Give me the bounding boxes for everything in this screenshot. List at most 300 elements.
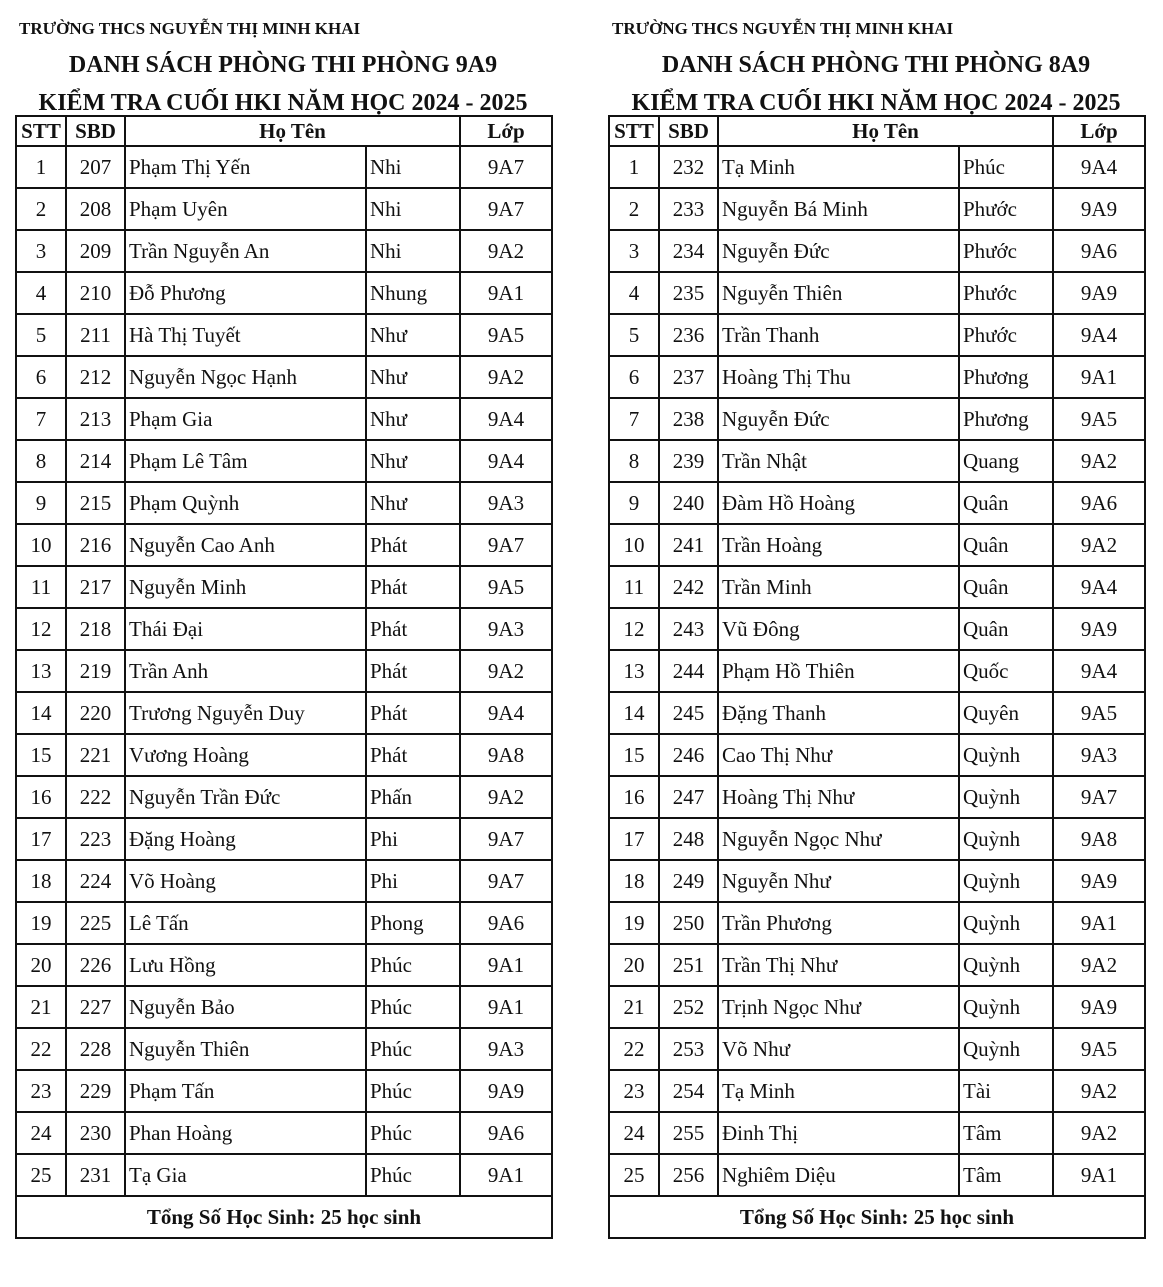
first-name-cell: Quân <box>959 608 1053 650</box>
surname-cell: Tạ Minh <box>718 1070 959 1112</box>
sbd-cell: 215 <box>66 482 125 524</box>
first-name-cell: Phương <box>959 356 1053 398</box>
total-row <box>609 1196 1145 1238</box>
table-row <box>16 1070 552 1112</box>
first-name-cell: Phát <box>366 692 460 734</box>
table-row <box>609 902 1145 944</box>
surname-cell: Trần Hoàng <box>718 524 959 566</box>
stt-cell: 6 <box>16 356 66 398</box>
table-row <box>16 608 552 650</box>
class-cell: 9A8 <box>460 734 552 776</box>
table-row <box>609 440 1145 482</box>
sbd-cell: 237 <box>659 356 718 398</box>
stt-cell: 10 <box>609 524 659 566</box>
table-row <box>16 482 552 524</box>
table-row <box>16 776 552 818</box>
stt-cell: 24 <box>16 1112 66 1154</box>
sbd-cell: 228 <box>66 1028 125 1070</box>
stt-cell: 15 <box>16 734 66 776</box>
surname-cell: Tạ Gia <box>125 1154 366 1196</box>
first-name-cell: Phương <box>959 398 1053 440</box>
table-row <box>16 1112 552 1154</box>
surname-cell: Nguyễn Minh <box>125 566 366 608</box>
total-row <box>16 1196 552 1238</box>
first-name-cell: Phát <box>366 524 460 566</box>
class-cell: 9A6 <box>1053 482 1145 524</box>
surname-cell: Phạm Lê Tâm <box>125 440 366 482</box>
stt-cell: 20 <box>16 944 66 986</box>
class-cell: 9A4 <box>1053 314 1145 356</box>
table-row <box>16 1154 552 1196</box>
table-row <box>16 566 552 608</box>
surname-cell: Trần Anh <box>125 650 366 692</box>
table-row <box>609 734 1145 776</box>
first-name-cell: Phát <box>366 566 460 608</box>
stt-cell: 2 <box>16 188 66 230</box>
sheet-title: DANH SÁCH PHÒNG THI PHÒNG 8A9 <box>661 52 1091 78</box>
sbd-cell: 222 <box>66 776 125 818</box>
stt-cell: 6 <box>609 356 659 398</box>
class-cell: 9A9 <box>1053 608 1145 650</box>
table-row <box>609 482 1145 524</box>
stt-cell: 7 <box>609 398 659 440</box>
surname-cell: Vương Hoàng <box>125 734 366 776</box>
class-cell: 9A9 <box>1053 986 1145 1028</box>
header-ho-ten: Họ Tên <box>125 116 460 146</box>
first-name-cell: Phi <box>366 818 460 860</box>
stt-cell: 19 <box>609 902 659 944</box>
sbd-cell: 239 <box>659 440 718 482</box>
sbd-cell: 256 <box>659 1154 718 1196</box>
class-cell: 9A7 <box>460 524 552 566</box>
surname-cell: Nghiêm Diệu <box>718 1154 959 1196</box>
first-name-cell: Phước <box>959 230 1053 272</box>
stt-cell: 20 <box>609 944 659 986</box>
sbd-cell: 231 <box>66 1154 125 1196</box>
class-cell: 9A5 <box>460 566 552 608</box>
table-row <box>609 524 1145 566</box>
stt-cell: 23 <box>16 1070 66 1112</box>
table-row <box>609 608 1145 650</box>
stt-cell: 5 <box>16 314 66 356</box>
first-name-cell: Nhung <box>366 272 460 314</box>
table-row <box>16 356 552 398</box>
class-cell: 9A1 <box>1053 902 1145 944</box>
sbd-cell: 235 <box>659 272 718 314</box>
stt-cell: 9 <box>609 482 659 524</box>
first-name-cell: Quyên <box>959 692 1053 734</box>
class-cell: 9A1 <box>1053 356 1145 398</box>
stt-cell: 16 <box>16 776 66 818</box>
surname-cell: Nguyễn Ngọc Như <box>718 818 959 860</box>
first-name-cell: Quỳnh <box>959 1028 1053 1070</box>
surname-cell: Nguyễn Thiên <box>125 1028 366 1070</box>
first-name-cell: Quỳnh <box>959 776 1053 818</box>
header-lop: Lớp <box>1053 116 1145 146</box>
sbd-cell: 245 <box>659 692 718 734</box>
surname-cell: Trần Nguyễn An <box>125 230 366 272</box>
table-row <box>16 272 552 314</box>
stt-cell: 11 <box>609 566 659 608</box>
sbd-cell: 214 <box>66 440 125 482</box>
stt-cell: 3 <box>16 230 66 272</box>
surname-cell: Đặng Hoàng <box>125 818 366 860</box>
sbd-cell: 253 <box>659 1028 718 1070</box>
class-cell: 9A3 <box>460 608 552 650</box>
table-row <box>609 650 1145 692</box>
table-row <box>609 272 1145 314</box>
class-cell: 9A6 <box>1053 230 1145 272</box>
stt-cell: 13 <box>609 650 659 692</box>
sbd-cell: 240 <box>659 482 718 524</box>
class-cell: 9A7 <box>460 860 552 902</box>
table-row <box>609 314 1145 356</box>
table-row <box>16 902 552 944</box>
class-cell: 9A7 <box>1053 776 1145 818</box>
stt-cell: 11 <box>16 566 66 608</box>
first-name-cell: Như <box>366 398 460 440</box>
header-lop: Lớp <box>460 116 552 146</box>
first-name-cell: Phong <box>366 902 460 944</box>
first-name-cell: Quân <box>959 566 1053 608</box>
class-cell: 9A4 <box>1053 650 1145 692</box>
table-row <box>609 398 1145 440</box>
table-row <box>16 650 552 692</box>
stt-cell: 23 <box>609 1070 659 1112</box>
class-cell: 9A1 <box>460 944 552 986</box>
first-name-cell: Quỳnh <box>959 986 1053 1028</box>
table-row <box>16 314 552 356</box>
sbd-cell: 238 <box>659 398 718 440</box>
first-name-cell: Nhi <box>366 146 460 188</box>
surname-cell: Lê Tấn <box>125 902 366 944</box>
surname-cell: Nguyễn Ngọc Hạnh <box>125 356 366 398</box>
surname-cell: Đàm Hồ Hoàng <box>718 482 959 524</box>
stt-cell: 1 <box>609 146 659 188</box>
surname-cell: Đinh Thị <box>718 1112 959 1154</box>
first-name-cell: Phát <box>366 650 460 692</box>
first-name-cell: Tâm <box>959 1112 1053 1154</box>
table-row <box>609 986 1145 1028</box>
sbd-cell: 229 <box>66 1070 125 1112</box>
sbd-cell: 250 <box>659 902 718 944</box>
surname-cell: Trịnh Ngọc Như <box>718 986 959 1028</box>
sbd-cell: 211 <box>66 314 125 356</box>
first-name-cell: Phi <box>366 860 460 902</box>
stt-cell: 18 <box>16 860 66 902</box>
table-row <box>16 188 552 230</box>
first-name-cell: Phước <box>959 314 1053 356</box>
stt-cell: 4 <box>16 272 66 314</box>
surname-cell: Phạm Tấn <box>125 1070 366 1112</box>
surname-cell: Nguyễn Trần Đức <box>125 776 366 818</box>
first-name-cell: Tâm <box>959 1154 1053 1196</box>
sbd-cell: 220 <box>66 692 125 734</box>
sbd-cell: 248 <box>659 818 718 860</box>
surname-cell: Nguyễn Đức <box>718 398 959 440</box>
surname-cell: Vũ Đông <box>718 608 959 650</box>
class-cell: 9A2 <box>1053 1112 1145 1154</box>
sbd-cell: 223 <box>66 818 125 860</box>
surname-cell: Lưu Hồng <box>125 944 366 986</box>
first-name-cell: Tài <box>959 1070 1053 1112</box>
sbd-cell: 255 <box>659 1112 718 1154</box>
class-cell: 9A4 <box>460 440 552 482</box>
surname-cell: Nguyễn Cao Anh <box>125 524 366 566</box>
class-cell: 9A5 <box>1053 692 1145 734</box>
sbd-cell: 254 <box>659 1070 718 1112</box>
class-cell: 9A2 <box>460 650 552 692</box>
sbd-cell: 209 <box>66 230 125 272</box>
surname-cell: Thái Đại <box>125 608 366 650</box>
stt-cell: 14 <box>609 692 659 734</box>
table-row <box>16 818 552 860</box>
stt-cell: 25 <box>16 1154 66 1196</box>
surname-cell: Trần Thanh <box>718 314 959 356</box>
surname-cell: Nguyễn Bá Minh <box>718 188 959 230</box>
surname-cell: Võ Hoàng <box>125 860 366 902</box>
table-row <box>16 146 552 188</box>
stt-cell: 2 <box>609 188 659 230</box>
class-cell: 9A7 <box>460 818 552 860</box>
class-cell: 9A7 <box>460 146 552 188</box>
surname-cell: Phạm Quỳnh <box>125 482 366 524</box>
class-cell: 9A3 <box>460 482 552 524</box>
header-sbd: SBD <box>659 116 718 146</box>
sbd-cell: 218 <box>66 608 125 650</box>
first-name-cell: Quỳnh <box>959 944 1053 986</box>
surname-cell: Hoàng Thị Như <box>718 776 959 818</box>
table-row <box>16 398 552 440</box>
header-stt: STT <box>16 116 66 146</box>
class-cell: 9A2 <box>460 230 552 272</box>
student-table <box>15 115 553 1239</box>
sbd-cell: 233 <box>659 188 718 230</box>
class-cell: 9A3 <box>460 1028 552 1070</box>
class-cell: 9A2 <box>460 356 552 398</box>
table-row <box>16 692 552 734</box>
first-name-cell: Quân <box>959 482 1053 524</box>
sbd-cell: 213 <box>66 398 125 440</box>
sbd-cell: 208 <box>66 188 125 230</box>
sheet-subtitle: KIỂM TRA CUỐI HKI NĂM HỌC 2024 - 2025 <box>631 90 1121 116</box>
stt-cell: 14 <box>16 692 66 734</box>
first-name-cell: Phát <box>366 608 460 650</box>
first-name-cell: Nhi <box>366 230 460 272</box>
surname-cell: Phạm Thị Yến <box>125 146 366 188</box>
sbd-cell: 236 <box>659 314 718 356</box>
first-name-cell: Quốc <box>959 650 1053 692</box>
first-name-cell: Quang <box>959 440 1053 482</box>
table-row <box>609 1028 1145 1070</box>
table-row <box>609 776 1145 818</box>
class-cell: 9A9 <box>460 1070 552 1112</box>
first-name-cell: Quỳnh <box>959 818 1053 860</box>
table-row <box>16 1028 552 1070</box>
table-row <box>609 944 1145 986</box>
surname-cell: Tạ Minh <box>718 146 959 188</box>
sbd-cell: 212 <box>66 356 125 398</box>
table-row <box>609 356 1145 398</box>
stt-cell: 9 <box>16 482 66 524</box>
first-name-cell: Quân <box>959 524 1053 566</box>
stt-cell: 21 <box>16 986 66 1028</box>
class-cell: 9A4 <box>460 398 552 440</box>
surname-cell: Nguyễn Bảo <box>125 986 366 1028</box>
sbd-cell: 225 <box>66 902 125 944</box>
stt-cell: 15 <box>609 734 659 776</box>
table-header-row <box>609 116 1145 146</box>
first-name-cell: Quỳnh <box>959 734 1053 776</box>
table-row <box>609 230 1145 272</box>
class-cell: 9A3 <box>1053 734 1145 776</box>
first-name-cell: Nhi <box>366 188 460 230</box>
first-name-cell: Như <box>366 314 460 356</box>
sheet-subtitle: KIỂM TRA CUỐI HKI NĂM HỌC 2024 - 2025 <box>38 90 528 116</box>
surname-cell: Đặng Thanh <box>718 692 959 734</box>
table-row <box>16 860 552 902</box>
first-name-cell: Như <box>366 440 460 482</box>
stt-cell: 10 <box>16 524 66 566</box>
first-name-cell: Quỳnh <box>959 902 1053 944</box>
first-name-cell: Phúc <box>366 1112 460 1154</box>
sbd-cell: 232 <box>659 146 718 188</box>
stt-cell: 16 <box>609 776 659 818</box>
surname-cell: Phạm Gia <box>125 398 366 440</box>
first-name-cell: Phước <box>959 188 1053 230</box>
class-cell: 9A9 <box>1053 860 1145 902</box>
sbd-cell: 242 <box>659 566 718 608</box>
class-cell: 9A8 <box>1053 818 1145 860</box>
first-name-cell: Phấn <box>366 776 460 818</box>
sbd-cell: 210 <box>66 272 125 314</box>
sbd-cell: 224 <box>66 860 125 902</box>
sbd-cell: 227 <box>66 986 125 1028</box>
surname-cell: Trần Phương <box>718 902 959 944</box>
sbd-cell: 217 <box>66 566 125 608</box>
stt-cell: 12 <box>16 608 66 650</box>
sbd-cell: 226 <box>66 944 125 986</box>
table-row <box>16 986 552 1028</box>
table-row <box>16 230 552 272</box>
sbd-cell: 247 <box>659 776 718 818</box>
stt-cell: 19 <box>16 902 66 944</box>
sbd-cell: 216 <box>66 524 125 566</box>
table-row <box>609 1112 1145 1154</box>
sbd-cell: 221 <box>66 734 125 776</box>
sbd-cell: 251 <box>659 944 718 986</box>
class-cell: 9A6 <box>460 902 552 944</box>
first-name-cell: Phúc <box>366 1154 460 1196</box>
surname-cell: Hà Thị Tuyết <box>125 314 366 356</box>
sbd-cell: 234 <box>659 230 718 272</box>
stt-cell: 18 <box>609 860 659 902</box>
table-row <box>609 692 1145 734</box>
class-cell: 9A4 <box>460 692 552 734</box>
class-cell: 9A2 <box>1053 944 1145 986</box>
table-row <box>609 188 1145 230</box>
stt-cell: 24 <box>609 1112 659 1154</box>
table-row <box>609 1070 1145 1112</box>
header-stt: STT <box>609 116 659 146</box>
stt-cell: 7 <box>16 398 66 440</box>
class-cell: 9A1 <box>1053 1154 1145 1196</box>
surname-cell: Trần Thị Như <box>718 944 959 986</box>
first-name-cell: Phước <box>959 272 1053 314</box>
table-row <box>609 860 1145 902</box>
stt-cell: 17 <box>609 818 659 860</box>
exam-room-sheet-right <box>608 0 1144 1239</box>
class-cell: 9A5 <box>1053 398 1145 440</box>
class-cell: 9A9 <box>1053 188 1145 230</box>
surname-cell: Trần Minh <box>718 566 959 608</box>
stt-cell: 8 <box>609 440 659 482</box>
first-name-cell: Phúc <box>366 986 460 1028</box>
table-row <box>609 566 1145 608</box>
sbd-cell: 249 <box>659 860 718 902</box>
class-cell: 9A2 <box>1053 440 1145 482</box>
table-row <box>609 146 1145 188</box>
surname-cell: Phạm Uyên <box>125 188 366 230</box>
surname-cell: Phan Hoàng <box>125 1112 366 1154</box>
stt-cell: 12 <box>609 608 659 650</box>
first-name-cell: Phúc <box>366 1028 460 1070</box>
class-cell: 9A1 <box>460 1154 552 1196</box>
class-cell: 9A5 <box>460 314 552 356</box>
sbd-cell: 243 <box>659 608 718 650</box>
class-cell: 9A9 <box>1053 272 1145 314</box>
surname-cell: Đỗ Phương <box>125 272 366 314</box>
table-header-row <box>16 116 552 146</box>
table-row <box>16 944 552 986</box>
table-row <box>16 734 552 776</box>
stt-cell: 3 <box>609 230 659 272</box>
class-cell: 9A6 <box>460 1112 552 1154</box>
surname-cell: Trương Nguyễn Duy <box>125 692 366 734</box>
first-name-cell: Phát <box>366 734 460 776</box>
table-row <box>16 440 552 482</box>
class-cell: 9A4 <box>1053 566 1145 608</box>
first-name-cell: Phúc <box>959 146 1053 188</box>
header-sbd: SBD <box>66 116 125 146</box>
table-row <box>609 1154 1145 1196</box>
stt-cell: 1 <box>16 146 66 188</box>
table-row <box>16 524 552 566</box>
surname-cell: Phạm Hồ Thiên <box>718 650 959 692</box>
stt-cell: 21 <box>609 986 659 1028</box>
table-row <box>609 818 1145 860</box>
sheet-title: DANH SÁCH PHÒNG THI PHÒNG 9A9 <box>68 52 498 78</box>
sbd-cell: 246 <box>659 734 718 776</box>
stt-cell: 8 <box>16 440 66 482</box>
first-name-cell: Phúc <box>366 1070 460 1112</box>
student-table <box>608 115 1146 1239</box>
class-cell: 9A4 <box>1053 146 1145 188</box>
class-cell: 9A5 <box>1053 1028 1145 1070</box>
total-students: Tổng Số Học Sinh: 25 học sinh <box>16 1196 552 1238</box>
stt-cell: 17 <box>16 818 66 860</box>
surname-cell: Cao Thị Như <box>718 734 959 776</box>
class-cell: 9A1 <box>460 986 552 1028</box>
sbd-cell: 252 <box>659 986 718 1028</box>
exam-room-sheet-left <box>15 0 551 1239</box>
header-ho-ten: Họ Tên <box>718 116 1053 146</box>
surname-cell: Trần Nhật <box>718 440 959 482</box>
school-name: TRƯỜNG THCS NGUYỄN THỊ MINH KHAI <box>19 19 361 38</box>
sbd-cell: 230 <box>66 1112 125 1154</box>
surname-cell: Nguyễn Đức <box>718 230 959 272</box>
class-cell: 9A2 <box>460 776 552 818</box>
